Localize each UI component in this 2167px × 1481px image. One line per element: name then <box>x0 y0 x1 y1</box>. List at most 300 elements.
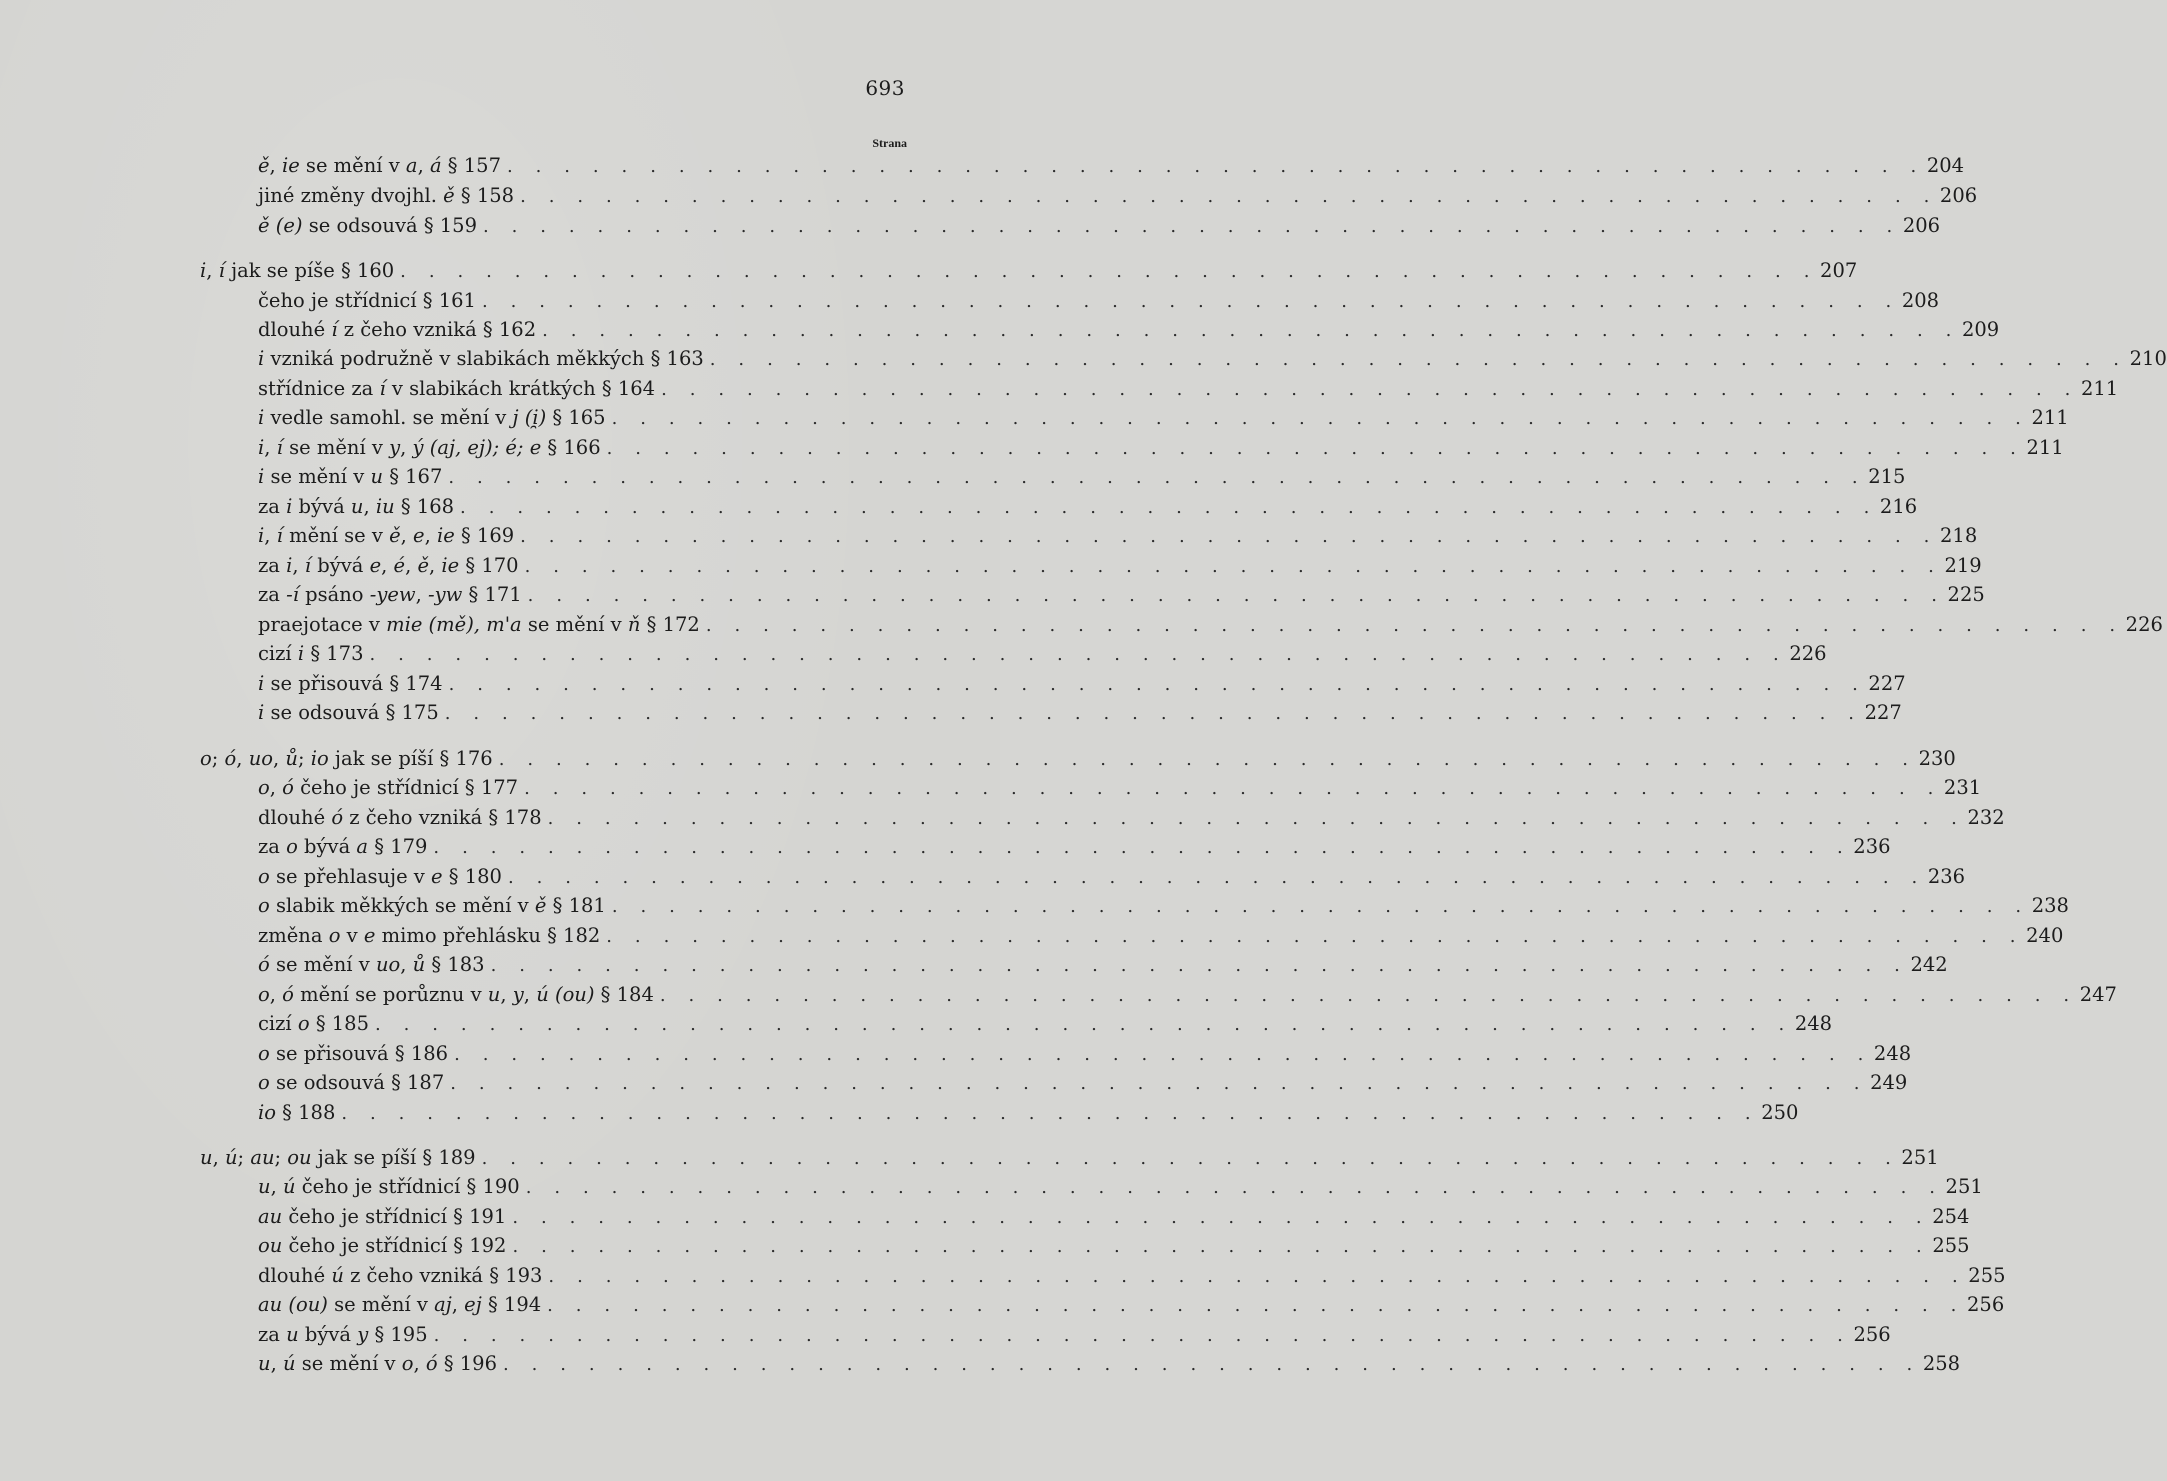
entry-label <box>258 639 370 668</box>
entry-label-italic: i <box>258 347 265 370</box>
entry-label <box>258 1261 548 1290</box>
entry-label-italic: u <box>200 1146 213 1169</box>
entry-label-text: jiné změny dvojhl. <box>258 184 444 207</box>
entry-page-number: 209 <box>1961 318 2000 341</box>
entry-label-text: , <box>236 747 249 770</box>
entry-label-text: § 184 <box>594 983 654 1006</box>
entry-label-italic: u <box>370 465 383 488</box>
entry-label-text: , <box>269 983 283 1006</box>
entry-label-italic: io <box>258 1101 276 1124</box>
index-entry <box>258 462 1906 491</box>
entry-page-number: 238 <box>2031 894 2069 917</box>
column-header-strana: Strana <box>872 136 907 150</box>
dot-leader: . . . . . . . . . . . . . . . . . . . . . . . . . . . . . . . . . . . . . . . . . . . . . . . . . . <box>611 896 2030 917</box>
entry-label-italic: ú <box>224 1146 238 1169</box>
index-entry <box>258 639 1827 668</box>
entry-label-italic: aj <box>434 1293 452 1316</box>
entry-label-text: ; <box>274 1146 288 1169</box>
entry-label-text: , <box>212 1146 225 1169</box>
entry-label-text: mění se v <box>282 524 390 547</box>
entry-label-italic: ě <box>258 154 270 177</box>
entry-label-italic: i <box>286 554 293 577</box>
entry-label-text: za <box>258 835 287 858</box>
entry-label-italic: í <box>331 318 338 341</box>
entry-label-italic: ó <box>331 806 344 829</box>
entry-label-text: se odsouvá § 187 <box>269 1071 445 1094</box>
entry-label-text: dlouhé <box>258 1264 332 1287</box>
entry-label-italic: i <box>258 465 265 488</box>
dot-leader: . . . . . . . . . . . . . . . . . . . . . . . . . . . . . . . . . . . . . . . . . . . . . . . . . . <box>448 467 1867 488</box>
dot-leader: . . . . . . . . . . . . . . . . . . . . . . . . . . . . . . . . . . . . . . . . . . . . . . . . . . <box>460 497 1878 518</box>
entry-label <box>258 950 491 979</box>
entry-label-text: se mění v <box>295 1352 402 1375</box>
entry-label-text: slabik měkkých se mění v <box>269 894 535 917</box>
entry-label <box>258 891 612 920</box>
entry-label-italic: ú <box>331 1264 344 1287</box>
entry-label-text: psáno <box>298 583 370 606</box>
entry-page-number: 226 <box>2125 613 2163 636</box>
entry-label-text: se přisouvá § 174 <box>264 672 443 695</box>
entry-label-text: , <box>400 436 413 459</box>
entry-label-text: , <box>273 747 286 770</box>
entry-label-italic: e <box>363 924 376 947</box>
entry-label-text: , <box>424 524 437 547</box>
entry-page-number: 204 <box>1926 154 1965 177</box>
entry-label <box>258 551 525 580</box>
entry-page-number: 254 <box>1932 1205 1970 1228</box>
entry-label-italic: a <box>356 835 369 858</box>
entry-label <box>258 374 661 403</box>
entry-label-italic: o <box>328 924 341 947</box>
index-entry <box>258 1009 1833 1038</box>
entry-label-text: § 195 <box>368 1323 428 1346</box>
index-entry <box>258 1261 2006 1290</box>
entry-label-text: § 180 <box>442 865 502 888</box>
dot-leader: . . . . . . . . . . . . . . . . . . . . . . . . . . . . . . . . . . . . . . . . . . . . . . . . . . <box>606 438 2025 459</box>
dot-leader: . . . . . . . . . . . . . . . . . . . . . . . . . . . . . . . . . . . . . . . . . . . . . . . . . . <box>659 985 2078 1006</box>
entry-label-text: , <box>451 1293 465 1316</box>
entry-label-italic: ie <box>437 524 455 547</box>
entry-label-italic: ě <box>389 524 401 547</box>
entry-label-text: , <box>400 524 414 547</box>
dot-leader: . . . . . . . . . . . . . . . . . . . . . . . . . . . . . . . . . . . . . . . . . . . . . . . . . . <box>454 1044 1872 1065</box>
entry-label-text: § 167 <box>383 465 443 488</box>
entry-label-text: cizí <box>258 642 298 665</box>
index-entry <box>258 921 2064 950</box>
entry-label <box>258 211 483 240</box>
entry-page-number: 225 <box>1947 583 1985 606</box>
entry-label-text: za <box>258 495 287 518</box>
entry-page-number: 207 <box>1820 259 1858 282</box>
entry-label-text: § 171 <box>462 583 522 606</box>
entry-label <box>258 1098 341 1127</box>
entry-page-number: 226 <box>1789 642 1827 665</box>
entry-label-italic: io <box>310 747 329 770</box>
dot-leader: . . . . . . . . . . . . . . . . . . . . . . . . . . . . . . . . . . . . . . . . . . . . . . . . . . <box>400 261 1819 282</box>
entry-page-number: 255 <box>1968 1264 2006 1287</box>
entry-label <box>258 1202 512 1231</box>
entry-label-italic: o <box>286 835 298 858</box>
entry-label <box>258 1172 526 1201</box>
index-entry <box>258 181 1978 210</box>
entry-label-text: , <box>292 554 305 577</box>
entry-label-text: se mění v <box>299 154 406 177</box>
entry-label-text: dlouhé <box>258 806 332 829</box>
entry-label <box>258 1231 512 1260</box>
entry-label-text: , <box>264 436 277 459</box>
dot-leader: . . . . . . . . . . . . . . . . . . . . . . . . . . . . . . . . . . . . . . . . . . . . . . . . . . <box>444 703 1863 724</box>
entry-page-number: 248 <box>1794 1012 1833 1035</box>
entry-label-text: cizí <box>258 1012 298 1035</box>
entry-page-number: 248 <box>1873 1042 1912 1065</box>
entry-page-number: 210 <box>2129 347 2167 370</box>
entry-label-italic: y <box>512 983 524 1006</box>
entry-page-number: 232 <box>1967 806 2005 829</box>
dot-leader: . . . . . . . . . . . . . . . . . . . . . . . . . . . . . . . . . . . . . . . . . . . . . . . . . . <box>503 1354 1921 1375</box>
entry-label-italic: ó <box>258 953 270 976</box>
entry-label-italic: í <box>304 554 312 577</box>
entry-label-italic: o <box>258 1071 270 1094</box>
entry-label <box>258 862 508 891</box>
entry-label-text: ; <box>211 747 225 770</box>
entry-label-text: mění se porůznu v <box>293 983 488 1006</box>
entry-page-number: 211 <box>2031 406 2069 429</box>
entry-label-text: § 165 <box>546 406 606 429</box>
entry-label-italic: e <box>369 554 382 577</box>
index-entry <box>258 950 1948 979</box>
dot-leader: . . . . . . . . . . . . . . . . . . . . . . . . . . . . . . . . . . . . . . . . . . . . . . . . . . <box>512 1236 1931 1257</box>
dot-leader: . . . . . . . . . . . . . . . . . . . . . . . . . . . . . . . . . . . . . . . . . . . . . . . . . . <box>527 585 1946 606</box>
dot-leader: . . . . . . . . . . . . . . . . . . . . . . . . . . . . . . . . . . . . . . . . . . . . . . . . . . <box>481 291 1900 312</box>
entry-label-text: § 172 <box>640 613 700 636</box>
entry-label <box>200 256 400 285</box>
entry-page-number: 206 <box>1939 184 1978 207</box>
entry-page-number: 256 <box>1967 1293 2005 1316</box>
entry-label-italic: i <box>200 259 207 282</box>
entry-label-italic: ň <box>627 613 641 636</box>
entry-label <box>258 344 710 373</box>
index-entry <box>258 1349 1961 1378</box>
entry-label <box>258 433 607 462</box>
entry-label-text: jak se píše § 160 <box>224 259 395 282</box>
entry-label-text: , <box>405 554 418 577</box>
entry-page-number: 256 <box>1853 1323 1891 1346</box>
entry-label-italic: i <box>286 495 293 518</box>
entry-page-number: 218 <box>1940 524 1978 547</box>
entry-label <box>200 744 499 773</box>
entry-label-text: , <box>264 524 277 547</box>
entry-label-text: § 168 <box>394 495 455 518</box>
entry-page-number: 206 <box>1902 214 1941 237</box>
entry-page-number: 227 <box>1868 672 1906 695</box>
entry-label-text: vedle samohl. se mění v <box>264 406 513 429</box>
dot-leader: . . . . . . . . . . . . . . . . . . . . . . . . . . . . . . . . . . . . . . . . . . . . . . . . . . <box>433 837 1852 858</box>
entry-label-text: se odsouvá § 175 <box>264 701 439 724</box>
entry-label <box>258 1320 434 1349</box>
dot-leader: . . . . . . . . . . . . . . . . . . . . . . . . . . . . . . . . . . . . . . . . . . . . . . . . . . <box>548 1266 1967 1287</box>
entry-label-text: bývá <box>297 835 357 858</box>
entry-label-italic: ů <box>285 747 298 770</box>
entry-page-number: 211 <box>2080 377 2119 400</box>
entry-label-italic: ě (e) <box>258 214 303 237</box>
entry-label <box>258 832 433 861</box>
entry-label-italic: o <box>258 983 270 1006</box>
index-entry <box>258 1172 1983 1201</box>
entry-page-number: 227 <box>1864 701 1902 724</box>
entry-label-italic: i <box>258 406 265 429</box>
dot-leader: . . . . . . . . . . . . . . . . . . . . . . . . . . . . . . . . . . . . . . . . . . . . . . . . . . <box>547 808 1966 829</box>
entry-label-italic: u <box>258 1352 271 1375</box>
entry-label-text: za <box>258 554 287 577</box>
index-entry <box>258 1202 1970 1231</box>
index-entry <box>258 1290 2005 1319</box>
entry-label-italic: ě <box>534 894 547 917</box>
entry-label-italic: ó <box>425 1352 438 1375</box>
entry-label-italic: au <box>258 1205 283 1228</box>
entry-page-number: 216 <box>1879 495 1918 518</box>
index-entry <box>258 1068 1908 1097</box>
entry-page-number: 250 <box>1761 1101 1799 1124</box>
entry-label-italic: o <box>258 894 270 917</box>
entry-label-text: čeho je střídnicí § 161 <box>258 289 476 312</box>
entry-label <box>258 181 520 210</box>
entry-label <box>258 403 612 432</box>
entry-label-italic: o <box>200 747 212 770</box>
entry-label-italic: ó <box>282 776 294 799</box>
entry-label-text: jak se píší § 176 <box>328 747 493 770</box>
entry-label-italic: u <box>258 1175 271 1198</box>
entry-label-italic: ú <box>282 1352 296 1375</box>
index-entry <box>258 315 2000 344</box>
entry-label-italic: ó <box>224 747 237 770</box>
entry-label-text: , <box>500 983 513 1006</box>
entry-label-text: bývá <box>298 1323 358 1346</box>
entry-page-number: 208 <box>1901 289 1940 312</box>
entry-label-text: se mění v <box>282 436 390 459</box>
index-entry <box>258 1098 1799 1127</box>
entry-page-number: 240 <box>2026 924 2064 947</box>
entry-label <box>200 1143 482 1172</box>
entry-page-number: 236 <box>1927 865 1966 888</box>
entry-label-text: , <box>523 983 537 1006</box>
entry-page-number: 219 <box>1944 554 1982 577</box>
entry-label-text: čeho je střídnicí § 177 <box>293 776 519 799</box>
dot-leader: . . . . . . . . . . . . . . . . . . . . . . . . . . . . . . . . . . . . . . . . . . . . . . . . . . <box>507 867 1926 888</box>
entry-page-number: 258 <box>1922 1352 1961 1375</box>
entry-label-text: za <box>258 1323 287 1346</box>
dot-leader: . . . . . . . . . . . . . . . . . . . . . . . . . . . . . . . . . . . . . . . . . . . . . . . . . . <box>433 1325 1852 1346</box>
index-entry <box>258 551 1982 580</box>
entry-label-text: dlouhé <box>258 318 332 341</box>
entry-label <box>258 1039 454 1068</box>
entry-label-text: čeho je střídnicí § 192 <box>282 1234 507 1257</box>
entry-label-italic: i <box>258 524 265 547</box>
entry-label-italic: o <box>258 1042 270 1065</box>
entry-label <box>258 803 548 832</box>
entry-label <box>258 521 520 550</box>
entry-label-text: mimo přehlásku § 182 <box>375 924 601 947</box>
index-entry <box>258 803 2005 832</box>
dot-leader: . . . . . . . . . . . . . . . . . . . . . . . . . . . . . . . . . . . . . . . . . . . . . . . . . . <box>482 216 1901 237</box>
index-entry <box>258 862 1966 891</box>
dot-leader: . . . . . . . . . . . . . . . . . . . . . . . . . . . . . . . . . . . . . . . . . . . . . . . . . . <box>611 408 2030 429</box>
entry-label-text: § 194 <box>481 1293 542 1316</box>
entry-label-text: z čeho vzniká § 193 <box>343 1264 543 1287</box>
entry-label <box>258 980 660 1009</box>
entry-label-italic: ů <box>412 953 426 976</box>
entry-label-italic: uo <box>375 953 401 976</box>
entry-label-text: , <box>363 495 376 518</box>
entry-label-italic: au <box>250 1146 275 1169</box>
entry-label-italic: a <box>405 154 418 177</box>
index-entry <box>200 744 1956 773</box>
entry-label-italic: i <box>258 672 265 695</box>
dot-leader: . . . . . . . . . . . . . . . . . . . . . . . . . . . . . . . . . . . . . . . . . . . . . . . . . . <box>606 926 2025 947</box>
entry-label-italic: i <box>297 642 305 665</box>
entry-label-text: praejotace v <box>258 613 387 636</box>
entry-label-italic: e <box>431 865 443 888</box>
entry-label-italic: í <box>276 436 283 459</box>
index-entry <box>258 521 1978 550</box>
entry-label-text: v <box>340 924 364 947</box>
entry-label-text: , <box>270 1352 283 1375</box>
entry-label-text: , <box>270 1175 283 1198</box>
dot-leader: . . . . . . . . . . . . . . . . . . . . . . . . . . . . . . . . . . . . . . . . . . . . . . . . . . <box>547 1295 1965 1316</box>
entry-label-italic: ou <box>287 1146 312 1169</box>
entry-label-text: § 179 <box>368 835 428 858</box>
dot-leader: . . . . . . . . . . . . . . . . . . . . . . . . . . . . . . . . . . . . . . . . . . . . . . . . . . <box>481 1148 1900 1169</box>
index-entry <box>258 433 2064 462</box>
entry-label-italic: -í <box>286 583 299 606</box>
index-entry <box>258 1320 1891 1349</box>
dot-leader: . . . . . . . . . . . . . . . . . . . . . . . . . . . . . . . . . . . . . . . . . . . . . . . . . . <box>341 1103 1760 1124</box>
entry-label-italic: -yew <box>369 583 416 606</box>
entry-label-text: , <box>381 554 394 577</box>
entry-page-number: 236 <box>1853 835 1891 858</box>
entry-page-number: 231 <box>1943 776 1982 799</box>
dot-leader: . . . . . . . . . . . . . . . . . . . . . . . . . . . . . . . . . . . . . . . . . . . . . . . . . . <box>498 749 1917 770</box>
entry-label-italic: i <box>258 701 265 724</box>
dot-leader: . . . . . . . . . . . . . . . . . . . . . . . . . . . . . . . . . . . . . . . . . . . . . . . . . . <box>524 778 1942 799</box>
entry-label-text: se odsouvá § 159 <box>302 214 477 237</box>
index-entry <box>258 580 1985 609</box>
entry-label-italic: ie <box>281 154 300 177</box>
index-entry <box>258 1039 1912 1068</box>
entry-label-text: § 170 <box>459 554 519 577</box>
entry-page-number: 230 <box>1918 747 1956 770</box>
entry-page-number: 211 <box>2026 436 2064 459</box>
entry-label <box>258 1068 450 1097</box>
entry-label <box>258 462 448 491</box>
entry-label-italic: á <box>429 154 442 177</box>
entry-label-text: se mění v <box>521 613 628 636</box>
entry-page-number: 215 <box>1868 465 1906 488</box>
entry-label-italic: ie <box>441 554 460 577</box>
page-number: 693 <box>865 76 905 100</box>
entry-label <box>258 669 449 698</box>
entry-label <box>258 1290 547 1319</box>
entry-label-text: za <box>258 583 287 606</box>
entry-label-text: v slabikách krátkých § 164 <box>385 377 656 400</box>
entry-label-italic: ě <box>417 554 430 577</box>
index-entry <box>258 610 2163 639</box>
entry-label-text: § 169 <box>454 524 515 547</box>
entry-label-italic: í <box>218 259 225 282</box>
index-entry <box>258 374 2119 403</box>
dot-leader: . . . . . . . . . . . . . . . . . . . . . . . . . . . . . . . . . . . . . . . . . . . . . . . . . . <box>520 186 1938 207</box>
dot-leader: . . . . . . . . . . . . . . . . . . . . . . . . . . . . . . . . . . . . . . . . . . . . . . . . . . <box>524 556 1943 577</box>
dot-leader: . . . . . . . . . . . . . . . . . . . . . . . . . . . . . . . . . . . . . . . . . . . . . . . . . . <box>450 1073 1869 1094</box>
entry-label-italic: au (ou) <box>258 1293 328 1316</box>
dot-leader: . . . . . . . . . . . . . . . . . . . . . . . . . . . . . . . . . . . . . . . . . . . . . . . . . . <box>512 1207 1931 1228</box>
entry-label-text: vzniká podružně v slabikách měkkých § 163 <box>264 347 704 370</box>
entry-label-text: § 185 <box>309 1012 369 1035</box>
entry-label-text: jak se píší § 189 <box>311 1146 476 1169</box>
entry-label-text: se mění v <box>269 953 376 976</box>
entry-label-text: , <box>417 154 430 177</box>
entry-label-text: bývá <box>292 495 351 518</box>
entry-label-italic: o <box>297 1012 310 1035</box>
entry-label-italic: u <box>350 495 364 518</box>
entry-label <box>258 580 528 609</box>
entry-label-italic: o <box>258 776 270 799</box>
entry-label-text: § 188 <box>275 1101 336 1124</box>
entry-label-italic: -yw <box>428 583 463 606</box>
entry-label-italic: uo <box>248 747 273 770</box>
entry-label-text: se mění v <box>264 465 371 488</box>
entry-label-text: , <box>269 776 283 799</box>
dot-leader: . . . . . . . . . . . . . . . . . . . . . . . . . . . . . . . . . . . . . . . . . . . . . . . . . . <box>520 526 1939 547</box>
dot-leader: . . . . . . . . . . . . . . . . . . . . . . . . . . . . . . . . . . . . . . . . . . . . . . . . . . <box>490 955 1909 976</box>
entry-label-text: § 157 <box>441 154 501 177</box>
entry-label-italic: ó <box>282 983 294 1006</box>
index-entry <box>200 256 1858 285</box>
entry-label-italic: u <box>487 983 501 1006</box>
entry-label <box>258 1349 503 1378</box>
entry-label-text: ; <box>297 747 311 770</box>
entry-label-text: čeho je střídnicí § 191 <box>282 1205 507 1228</box>
index-entry <box>258 492 1918 521</box>
entry-label-text: § 196 <box>437 1352 497 1375</box>
entry-label-italic: i <box>258 436 265 459</box>
entry-label-text: se přisouvá § 186 <box>269 1042 449 1065</box>
dot-leader: . . . . . . . . . . . . . . . . . . . . . . . . . . . . . . . . . . . . . . . . . . . . . . . . . . <box>506 156 1925 177</box>
entry-label <box>258 492 460 521</box>
entry-page-number: 247 <box>2079 983 2117 1006</box>
entry-label-italic: u <box>286 1323 299 1346</box>
index-entry <box>258 891 2069 920</box>
entry-label-italic: mie (mě), m'a <box>386 613 522 636</box>
entry-label-text: § 166 <box>541 436 601 459</box>
entry-label-text: , <box>415 583 428 606</box>
entry-label <box>258 773 524 802</box>
dot-leader: . . . . . . . . . . . . . . . . . . . . . . . . . . . . . . . . . . . . . . . . . . . . . . . . . . <box>525 1177 1944 1198</box>
entry-page-number: 251 <box>1901 1146 1939 1169</box>
entry-label-italic: í <box>379 377 386 400</box>
entry-label-italic: y <box>389 436 401 459</box>
entry-label <box>258 610 706 639</box>
entry-page-number: 255 <box>1932 1234 1970 1257</box>
entry-label-italic: ou <box>258 1234 283 1257</box>
entry-label-text: ; <box>237 1146 251 1169</box>
entry-label-text: , <box>269 154 282 177</box>
entry-label <box>258 1009 375 1038</box>
dot-leader: . . . . . . . . . . . . . . . . . . . . . . . . . . . . . . . . . . . . . . . . . . . . . . . . . . <box>369 644 1788 665</box>
entry-label-italic: í <box>276 524 283 547</box>
index-entry <box>258 286 1940 315</box>
dot-leader: . . . . . . . . . . . . . . . . . . . . . . . . . . . . . . . . . . . . . . . . . . . . . . . . . . <box>542 320 1960 341</box>
entry-label <box>258 151 507 180</box>
